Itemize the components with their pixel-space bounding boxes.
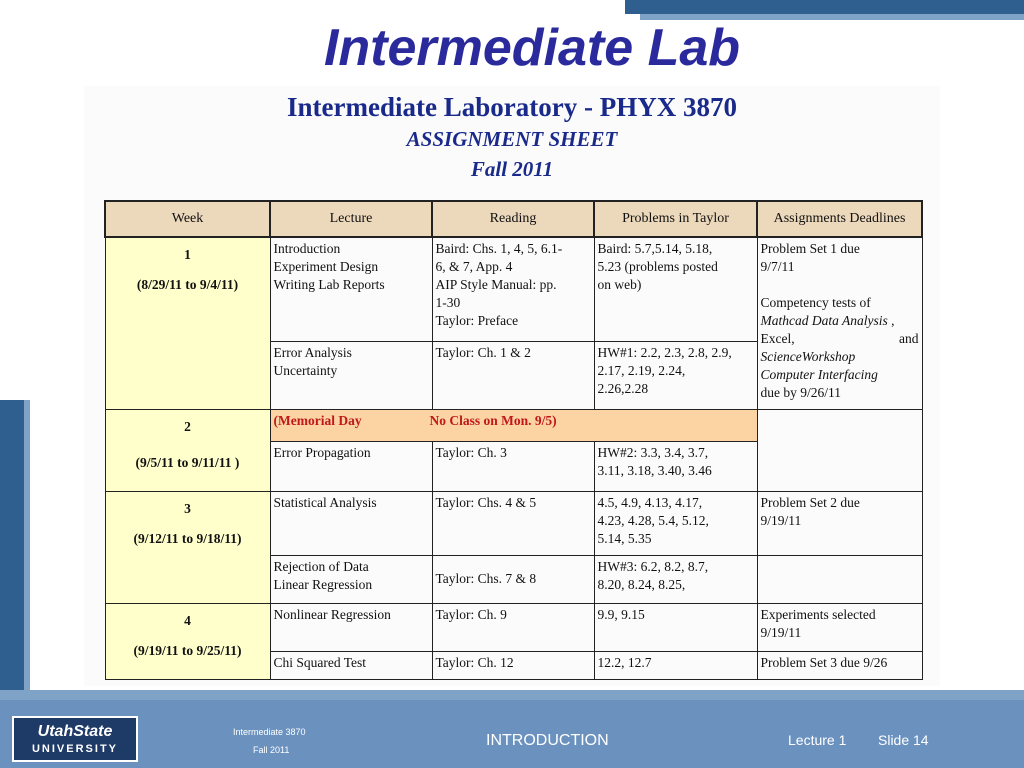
document-heading: Intermediate Laboratory - PHYX 3870 [287,92,737,122]
logo-text-top: UtahState [37,723,113,740]
university-logo [12,716,138,762]
reading-line: Taylor: Preface [435,313,519,328]
week-dates: (8/29/11 to 9/4/11) [136,277,239,292]
lecture-line: Uncertainty [273,362,338,378]
problems-cell [594,603,757,651]
reading-line: Baird: Chs. 1, 4, 5, 6.1- [435,241,563,256]
problems-line: HW#2: 3.3, 3.4, 3.7, [597,444,709,460]
problems-cell [594,555,757,603]
deadline-text: Excel, [760,331,795,346]
deadline-cell [757,555,922,603]
problems-cell [594,491,757,555]
reading-line: Taylor: Ch. 12 [435,654,514,670]
reading-cell [432,491,594,555]
deadline-line: 9/19/11 [760,512,802,528]
reading-line: 1-30 [435,295,461,310]
document-subheading: ASSIGNMENT SHEET [406,127,618,151]
table-row [105,237,922,341]
header-deadlines: Assignments Deadlines [757,201,922,237]
deadline-line: Problem Set 2 due [760,494,860,510]
week-dates: (9/5/11 to 9/11/11 ) [135,454,240,470]
week-cell [105,491,270,603]
lecture-line: Introduction [273,241,341,256]
lecture-line: Experiment Design [273,259,379,274]
schedule-table [104,200,923,680]
week-number: 1 [184,247,191,262]
week-dates: (9/19/11 to 9/25/11) [133,642,242,658]
problems-line: HW#3: 6.2, 8.2, 8.7, [597,558,709,574]
lecture-cell [270,603,432,651]
deadline-cell [757,603,922,651]
week-number: 2 [184,418,191,434]
week-cell [105,237,270,409]
deadline-text: and [899,331,919,346]
deadline-line: 9/7/11 [760,259,795,274]
problems-line: 4.5, 4.9, 4.13, 4.17, [597,494,703,510]
lecture-line: Rejection of Data [273,558,369,574]
reading-line: Taylor: Chs. 4 & 5 [435,494,537,510]
deadline-italic: ScienceWorkshop [760,349,856,364]
problems-cell [594,651,757,679]
problems-line: 2.26,2.28 [597,380,649,396]
week-number: 3 [184,500,191,516]
reading-cell [432,555,594,603]
reading-cell [432,651,594,679]
week-dates: (9/12/11 to 9/18/11) [133,530,242,546]
reading-line: Taylor: Ch. 1 & 2 [435,344,531,360]
left-accent-bar [0,400,24,700]
deadline-cell [757,237,922,409]
lecture-cell [270,651,432,679]
problems-line: HW#1: 2.2, 2.3, 2.8, 2.9, [597,344,732,360]
lecture-line: Writing Lab Reports [273,277,385,292]
problems-line: 9.9, 9.15 [597,606,645,622]
lecture-cell [270,491,432,555]
week-cell [105,603,270,679]
memorial-label: (Memorial Day [273,412,362,428]
lecture-line: Error Analysis [273,344,352,360]
lecture-line: Nonlinear Regression [273,606,391,622]
footer-stripe [0,690,1024,700]
deadline-line: Experiments selected [760,606,876,622]
week-number: 4 [184,612,191,628]
lecture-cell [270,237,432,341]
reading-line: Taylor: Chs. 7 & 8 [435,571,537,586]
header-problems: Problems in Taylor [594,201,757,237]
document-term: Fall 2011 [470,157,554,181]
deadline-line: Problem Set 1 due [760,241,860,256]
reading-cell [432,603,594,651]
deadline-line: Competency tests of [760,295,871,310]
header-lecture: Lecture [270,201,432,237]
reading-line: 6, & 7, App. 4 [435,259,513,274]
lecture-line: Linear Regression [273,576,373,592]
table-row [105,409,922,441]
deadline-line [761,366,919,384]
problems-line: 4.23, 4.28, 5.4, 5.12, [597,512,709,528]
top-accent-bar [625,0,1024,14]
reading-cell [432,237,594,341]
deadline-line: due by 9/26/11 [760,385,841,400]
reading-cell [432,341,594,409]
deadline-line [761,312,919,330]
deadline-cell [757,651,922,679]
reading-line: AIP Style Manual: pp. [435,277,557,292]
lecture-line: Chi Squared Test [273,654,367,670]
left-accent-bar-light [24,400,30,700]
logo-text-bottom: UNIVERSITY [31,743,118,755]
slide-title: Intermediate Lab [323,19,741,77]
header-reading: Reading [432,201,594,237]
lecture-line: Error Propagation [273,444,371,460]
reading-line: Taylor: Ch. 9 [435,606,507,622]
deadline-italic: Computer Interfacing [760,367,878,382]
problems-cell [594,341,757,409]
deadline-line [761,330,919,348]
problems-line: on web) [597,277,642,292]
footer-course: Intermediate 3870 [233,727,306,737]
problems-line: 12.2, 12.7 [597,654,652,670]
problems-line: 8.20, 8.24, 8.25, [597,576,686,592]
reading-cell [432,441,594,491]
problems-cell [594,237,757,341]
table-row [105,491,922,555]
lecture-cell [270,441,432,491]
memorial-day-notice [270,409,757,441]
deadline-italic: Mathcad Data Analysis [760,313,888,328]
deadline-line: 9/19/11 [760,624,802,640]
deadline-cell [757,409,922,491]
footer-term: Fall 2011 [253,745,290,755]
memorial-note: No Class on Mon. 9/5) [429,412,557,428]
lecture-cell [270,341,432,409]
header-week: Week [105,201,270,237]
reading-line: Taylor: Ch. 3 [435,444,507,460]
table-row [105,603,922,651]
problems-line: 3.11, 3.18, 3.40, 3.46 [597,462,712,478]
lecture-line: Statistical Analysis [273,494,377,510]
week-cell [105,409,270,491]
footer-section: INTRODUCTION [486,732,609,749]
problems-line: 5.23 (problems posted [597,259,718,274]
problems-cell [594,441,757,491]
table-header-row [105,201,922,237]
problems-line: Baird: 5.7,5.14, 5.18, [597,241,713,256]
footer-lecture: Lecture 1 [788,732,847,748]
lecture-cell [270,555,432,603]
deadline-cell [757,491,922,555]
problems-line: 5.14, 5.35 [597,530,652,546]
deadline-line [761,348,919,366]
deadline-text: , [887,313,895,328]
footer-slide: Slide 14 [878,732,929,748]
problems-line: 2.17, 2.19, 2.24, [597,362,686,378]
deadline-line: Problem Set 3 due 9/26 [760,654,888,670]
